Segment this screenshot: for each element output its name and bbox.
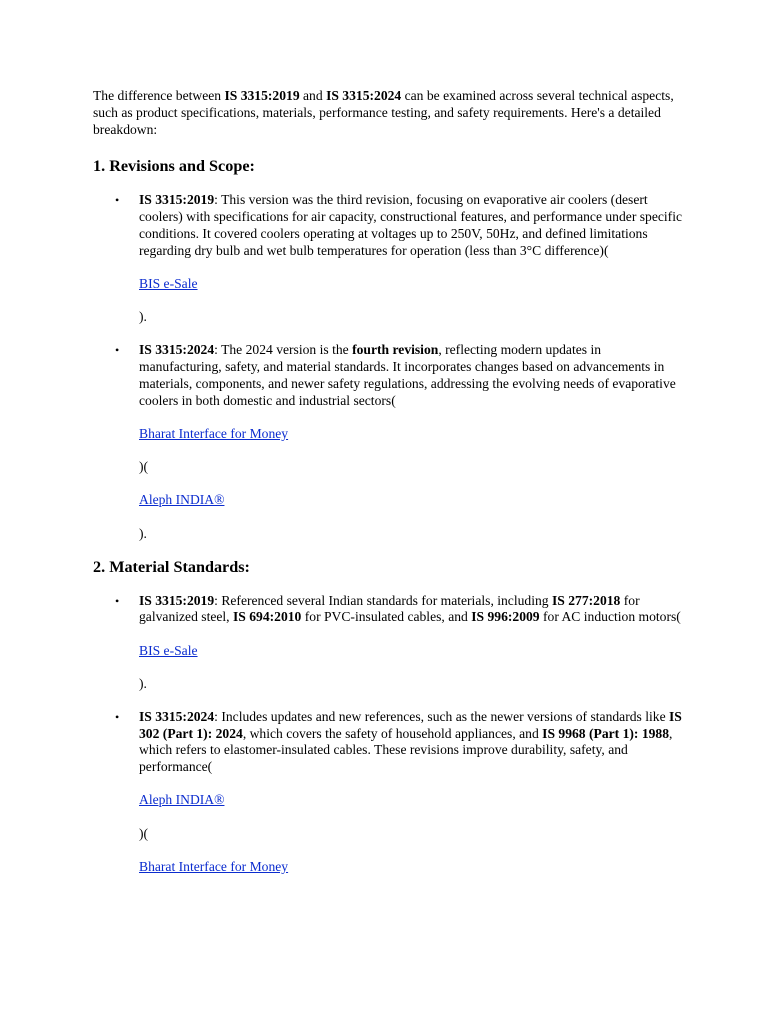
materials-list — [93, 593, 683, 876]
item-bold: IS 277:2018 — [551, 592, 621, 608]
item-bold: IS 3315:2019 — [139, 592, 215, 608]
item-bold: IS 3315:2019 — [139, 192, 215, 208]
link-aleph-india[interactable]: Aleph INDIA® — [139, 492, 225, 508]
item-mid: )( — [139, 459, 149, 475]
item-text: for PVC-insulated cables, and — [301, 609, 472, 625]
list-item — [93, 192, 683, 326]
link-bharat-interface[interactable]: Bharat Interface for Money — [139, 425, 289, 441]
item-bold: IS 302 (Part 1): 2024 — [139, 708, 682, 741]
item-bold: IS 996:2009 — [471, 609, 540, 625]
link-bis-esale[interactable]: BIS e-Sale — [139, 276, 198, 292]
item-text: for AC induction motors( — [539, 609, 681, 625]
item-mid: )( — [139, 825, 149, 841]
intro-text: and — [299, 88, 327, 103]
item-paragraph — [139, 709, 683, 776]
item-close: ). — [139, 525, 147, 541]
item-bold: IS 3315:2024 — [139, 708, 215, 724]
bullet-icon: • — [115, 193, 120, 208]
item-text: , reflecting modern updates in manufacturing, safety, and material standards. It incorporates changes based on advancements in materials, components, and newer safety regulations, addressing the evolving needs of evaporative coolers in both domestic and industrial sectors( — [139, 342, 676, 408]
intro-bold-2024: IS 3315:2024 — [326, 88, 402, 103]
revisions-list — [93, 192, 683, 542]
item-text: for galvanized steel, — [139, 592, 640, 625]
item-bold: IS 9968 (Part 1): 1988 — [542, 725, 670, 741]
bullet-icon: • — [115, 343, 120, 358]
document-body — [93, 88, 683, 876]
bullet-icon: • — [115, 593, 120, 608]
item-paragraph — [139, 593, 683, 627]
intro-bold-2019: IS 3315:2019 — [224, 88, 300, 103]
section-heading-revisions: 1. Revisions and Scope: — [93, 157, 255, 176]
bullet-icon: • — [115, 709, 120, 724]
item-bold: fourth revision — [352, 342, 439, 358]
list-item — [93, 709, 683, 876]
item-paragraph — [139, 342, 683, 409]
item-bold: IS 3315:2024 — [139, 342, 215, 358]
item-close: ). — [139, 309, 147, 325]
list-item — [93, 593, 683, 693]
item-text: : Includes updates and new references, such as the newer versions of standards like — [214, 708, 670, 724]
section-heading-materials: 2. Material Standards: — [93, 557, 250, 576]
link-bharat-interface[interactable]: Bharat Interface for Money — [139, 859, 289, 875]
intro-text: can be examined across several technical aspects, such as product specifications, materials, performance testing, and safety requirements. Here's a detailed breakdown: — [93, 88, 674, 137]
link-bis-esale[interactable]: BIS e-Sale — [139, 642, 198, 658]
item-text: , which covers the safety of household appliances, and — [242, 725, 543, 741]
link-aleph-india[interactable]: Aleph INDIA® — [139, 792, 225, 808]
item-text: , which refers to elastomer-insulated cables. These revisions improve durability, safety, and performance( — [139, 725, 673, 775]
item-text: : The 2024 version is the — [214, 342, 353, 358]
item-text: : This version was the third revision, focusing on evaporative air coolers (desert coolers) with specifications for air capacity, constructional features, and performance under specific conditions. It covered coolers operating at voltages up to 250V, 50Hz, and defined limitations regarding dry bulb and wet bulb temperatures for operation (less than 3°C difference)( — [139, 192, 683, 258]
intro-text: The difference between — [93, 88, 225, 103]
item-close: ). — [139, 675, 147, 691]
intro-paragraph — [93, 88, 683, 138]
item-text: : Referenced several Indian standards for materials, including — [214, 592, 552, 608]
item-bold: IS 694:2010 — [232, 609, 302, 625]
item-paragraph — [139, 192, 683, 259]
list-item — [93, 342, 683, 542]
